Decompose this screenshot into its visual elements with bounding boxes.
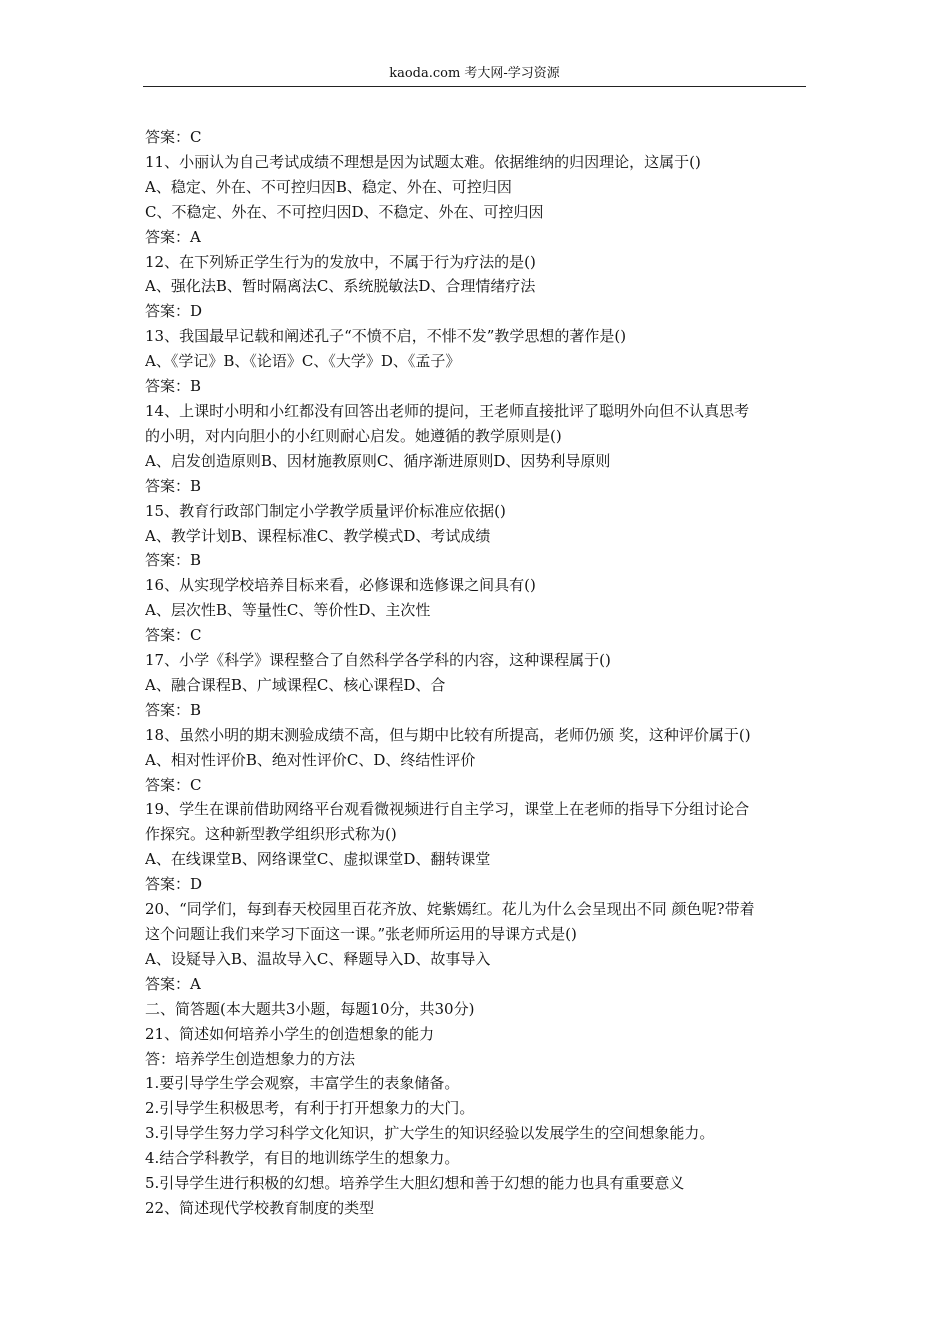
text-line: 答：培养学生创造想象力的方法 — [145, 1049, 356, 1068]
text-line: 17、小学《科学》课程整合了自然科学各学科的内容，这种课程属于() — [145, 651, 611, 670]
text-line: 二、简答题(本大题共3小题，每题10分，共30分) — [145, 999, 475, 1018]
text-line: 14、上课时小明和小红都没有回答出老师的提问，王老师直接批评了聪明外向但不认真思考 — [145, 401, 750, 420]
text-line: 16、从实现学校培养目标来看，必修课和选修课之间具有() — [145, 576, 536, 595]
text-line: 15、教育行政部门制定小学教学质量评价标准应依据() — [145, 501, 506, 520]
text-line: 5.引导学生进行积极的幻想。培养学生大胆幻想和善于幻想的能力也具有重要意义 — [145, 1174, 685, 1193]
text-line: A、设疑导入B、温故导入C、释题导入D、故事导入 — [145, 949, 491, 968]
page-header: kaoda.com 考大网-学习资源 — [389, 66, 560, 81]
text-line: 答案：A — [145, 227, 201, 246]
text-line: 21、简述如何培养小学生的创造想象的能力 — [145, 1024, 435, 1043]
text-line: A、强化法B、暂时隔离法C、系统脱敏法D、合理情绪疗法 — [145, 277, 536, 296]
text-line: 答案：D — [145, 875, 203, 894]
text-line: 答案：B — [145, 476, 202, 495]
header-divider — [143, 86, 806, 87]
text-line: 4.结合学科教学，有目的地训练学生的想象力。 — [145, 1149, 460, 1168]
text-line: 答案：C — [145, 775, 202, 794]
text-line: 答案：B — [145, 551, 202, 570]
text-line: A、层次性B、等量性C、等价性D、主次性 — [145, 601, 431, 620]
text-line: 3.引导学生努力学习科学文化知识，扩大学生的知识经验以发展学生的空间想象能力。 — [145, 1124, 715, 1143]
text-line: 13、我国最早记载和阐述孔子“不愤不启，不悱不发”教学思想的著作是() — [145, 327, 627, 346]
text-line: 答案：B — [145, 377, 202, 396]
text-line: 2.引导学生积极思考，有利于打开想象力的大门。 — [145, 1099, 475, 1118]
text-line: 的小明，对内向胆小的小红则耐心启发。她遵循的教学原则是() — [145, 426, 562, 445]
text-line: 作探究。这种新型教学组织形式称为() — [145, 825, 397, 844]
text-line: 19、学生在课前借助网络平台观看微视频进行自主学习，课堂上在老师的指导下分组讨论合 — [145, 800, 750, 819]
text-line: 22、简述现代学校教育制度的类型 — [145, 1198, 375, 1217]
text-line: A、融合课程B、广域课程C、核心课程D、合 — [145, 675, 446, 694]
text-line: 答案：B — [145, 700, 202, 719]
text-line: C、不稳定、外在、不可控归因D、不稳定、外在、可控归因 — [145, 202, 544, 221]
text-line: A、《学记》B、《论语》C、《大学》D、《孟子》 — [145, 352, 461, 371]
text-line: 1.要引导学生学会观察，丰富学生的表象储备。 — [145, 1074, 460, 1093]
text-line: A、教学计划B、课程标准C、教学模式D、考试成绩 — [145, 526, 491, 545]
text-line: 11、小丽认为自己考试成绩不理想是因为试题太难。依据维纳的归因理论，这属于() — [145, 152, 701, 171]
text-line: 这个问题让我们来学习下面这一课。”张老师所运用的导课方式是() — [145, 925, 577, 943]
text-line: A、相对性评价B、绝对性评价C、D、终结性评价 — [145, 750, 476, 769]
text-line: 20、“同学们，每到春天校园里百花齐放、姹紫嫣红。花儿为什么会呈现出不同 颜色呢?带着 — [145, 900, 755, 919]
text-line: 12、在下列矫正学生行为的发放中，不属于行为疗法的是() — [145, 252, 536, 271]
text-line: 答案：C — [145, 626, 202, 645]
text-line: 答案：C — [145, 128, 202, 146]
text-line: A、启发创造原则B、因材施教原则C、循序渐进原则D、因势利导原则 — [145, 451, 611, 470]
text-line: 答案：D — [145, 302, 203, 321]
text-line: 答案：A — [145, 974, 201, 993]
document-body — [145, 125, 807, 1221]
text-line: A、稳定、外在、不可控归因B、稳定、外在、可控归因 — [145, 177, 512, 196]
text-line: A、在线课堂B、网络课堂C、虚拟课堂D、翻转课堂 — [145, 850, 491, 869]
text-line: 18、虽然小明的期末测验成绩不高，但与期中比较有所提高，老师仍颁 奖，这种评价属于() — [145, 725, 751, 744]
